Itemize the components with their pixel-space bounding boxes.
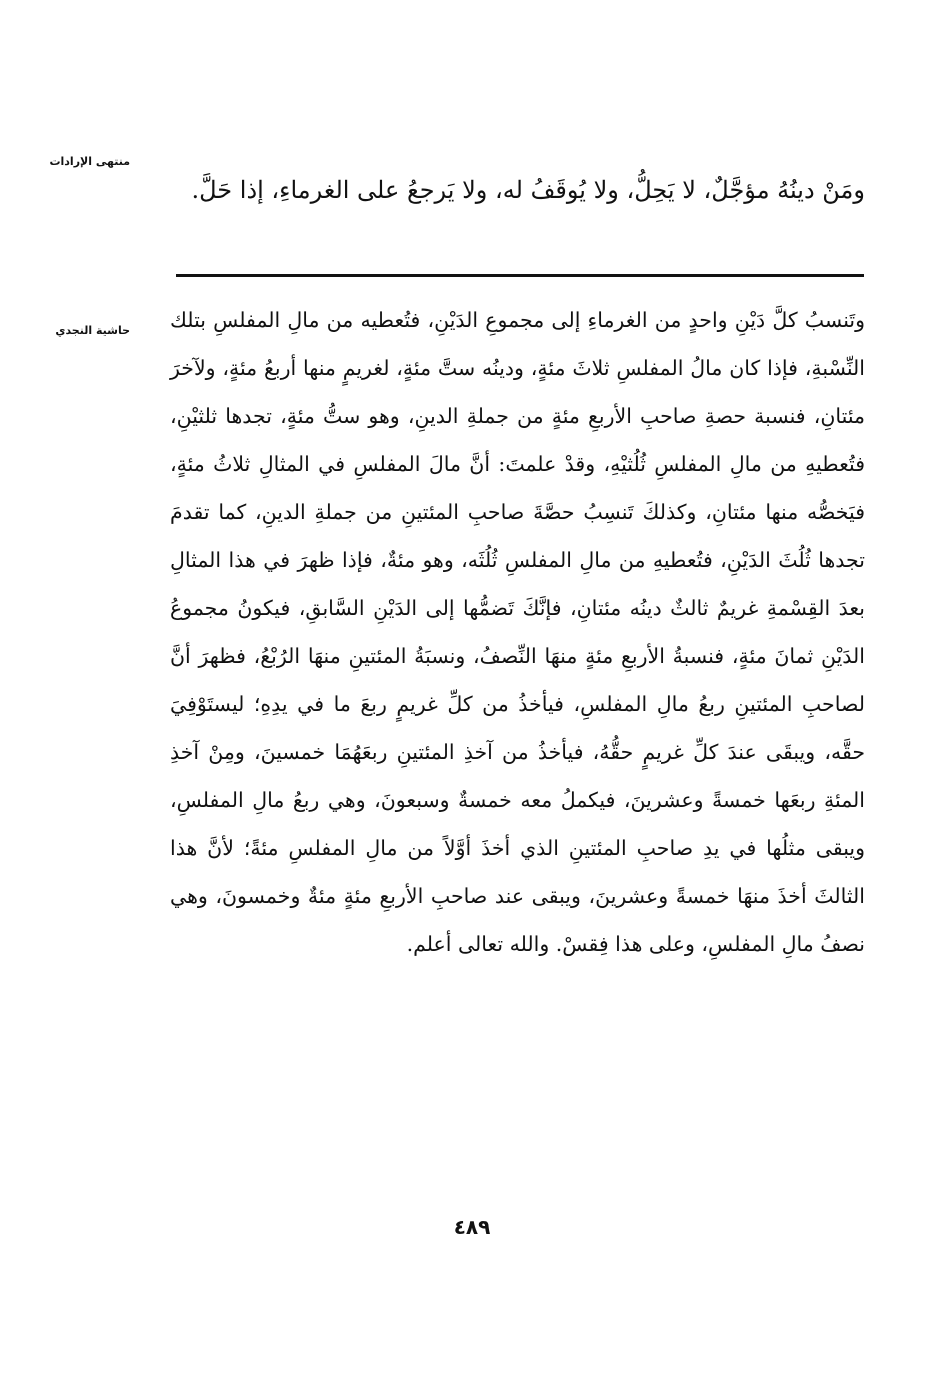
- matn-paragraph: ومَنْ دينُهُ مؤجَّلٌ، لا يَحِلُّ، ولا يُوقَفُ له، ولا يَرجعُ على الغرماءِ، إذا حَلَّ.: [191, 176, 865, 204]
- sharh-source-label: حاشية النجدي: [55, 324, 130, 337]
- separator-rule: [176, 274, 864, 277]
- page-number: ٤٨٩: [453, 1215, 491, 1239]
- matn-source-label: منتهى الإرادات: [49, 155, 130, 168]
- sharh-paragraph: وتَنسبُ كلَّ دَيْنِ واحدٍ من الغرماءِ إلى مجموعِ الدَيْنِ، فتُعطيه من مالِ المفلسِ بتلك النِّسْبةِ، فإذا كان مالُ المفلسِ ثلاثَ مئةٍ، ودينُه ستَّ مئةٍ، لغريمٍ منها أربعُ مئةٍ، ولآخرَ مئتانِ، فنسبة حصةِ صاحبِ الأربعِ مئةٍ من جملةِ الدينِ، وهو ستُّ مئةٍ، تجدها ثلثيْنِ، فتُعطيهِ من مالِ المفلسِ ثُلُثيْهِ، وقدْ علمتَ: أنَّ مالَ المفلسِ في المثالِ ثلاثُ مئةٍ، فيَخصُّه منها مئتانِ، وكذلكَ تَنسِبُ حصَّةَ صاحبِ المئتينِ من جملةِ الدينِ، كما تقدمَ تجدها ثُلُثَ الدَيْنِ، فتُعطيهِ من مالِ المفلسِ ثُلُثَه، وهو مئةٌ، فإذا ظهرَ في هذا المثالِ بعدَ القِسْمةِ غريمٌ ثالثٌ دينُه مئتانِ، فإنَّكَ تَضمُّها إلى الدَيْنِ السَّابقِ، فيكونُ مجموعُ الدَيْنِ ثمانَ مئةٍ، فنسبةُ الأربعِ مئةٍ منهَا النِّصفُ، ونسبَةُ المئتينِ منهَا الرُبْعُ، فظهرَ أنَّ لصاحبِ المئتينِ ربعُ مالِ المفلسِ، فيأخذُ من كلِّ غريمٍ ربعَ ما في يدِهِ؛ ليستَوْفِيَ حقَّه، ويبقَى عندَ كلِّ غريمٍ حقُّهُ، فيأخذُ من آخذِ المئتينِ ربعَهُمَا خمسينَ، ومِنْ آخذِ المئةِ ربعَها خمسةً وعشرينَ، فيكملُ معه خمسةٌ وسبعونَ، وهي ربعُ مالِ المفلسِ، ويبقى مثلُها في يدِ صاحبِ المئتينِ الذي أخذَ أوَّلاً من مالِ المفلسِ مئةً؛ لأنَّ هذا الثالثَ أخذَ منهَا خمسةً وعشرينَ، ويبقى عند صاحبِ الأربعِ مئةٍ مئةٌ وخمسونَ، وهي نصفُ مالِ المفلسِ، وعلى هذا فِقسْ. والله تعالى أعلم.: [170, 308, 865, 956]
